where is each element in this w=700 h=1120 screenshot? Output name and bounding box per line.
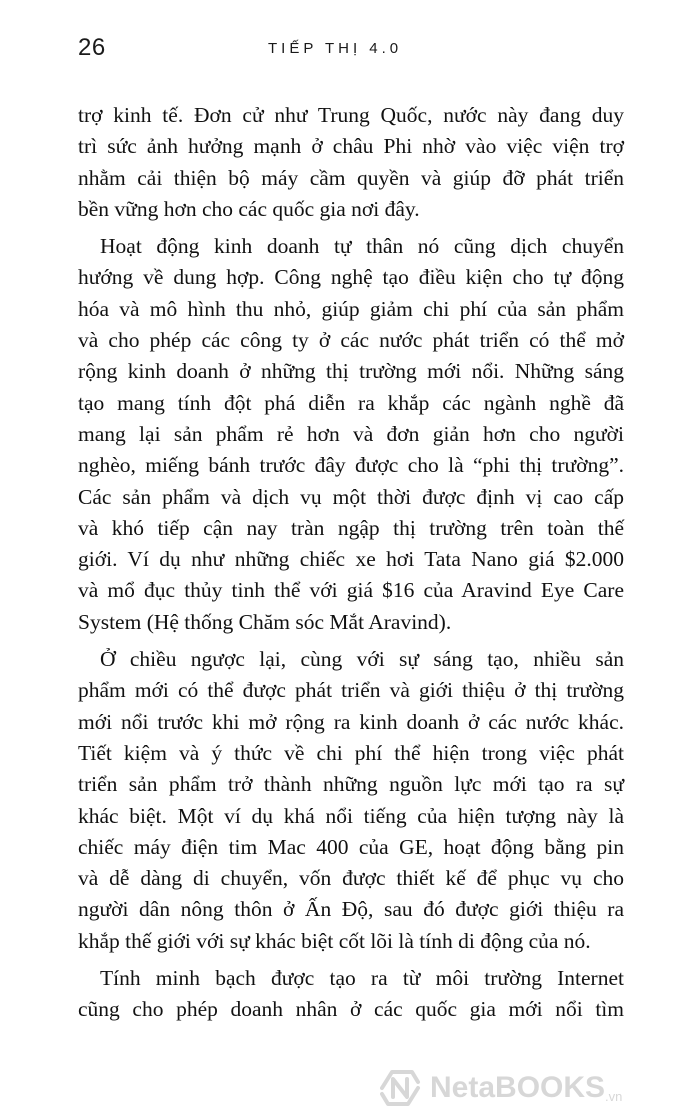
text-line: Ở chiều ngược lại, cùng với sự sáng tạo, nhiều sản [100, 647, 624, 672]
paragraph [78, 100, 624, 225]
running-head: TIẾP THỊ 4.0 [268, 40, 403, 57]
neta-logo-icon [378, 1068, 422, 1108]
text-line: mang lại sản phẩm rẻ hơn và đơn giản hơn cho người [78, 421, 624, 446]
text-line: trợ kinh tế. Đơn cử như Trung Quốc, nước này đang duy [78, 103, 624, 127]
text-line: mới nổi trước khi mở rộng ra kinh doanh ở các nước khác. [78, 709, 624, 734]
text-line: chiếc máy điện tim Mac 400 của GE, hoạt động bằng pin [78, 834, 624, 859]
watermark-brand: NetaBOOKS [430, 1071, 606, 1104]
text-line: triển sản phẩm trở thành những nguồn lực mới tạo ra sự [78, 772, 624, 797]
text-line: hóa và mô hình thu nhỏ, giúp giảm chi phí của sản phẩm [78, 296, 624, 321]
text-line: hướng về dung hợp. Công nghệ tạo điều kiện cho tự động [78, 265, 624, 290]
text-line: phẩm mới có thể được phát triển và giới thiệu ở thị trường [78, 678, 624, 703]
text-line: và dễ dàng di chuyển, vốn được thiết kế để phục vụ cho [78, 866, 624, 891]
text-line: rộng kinh doanh ở những thị trường mới nổi. Những sáng [78, 359, 624, 384]
paragraph [78, 644, 624, 957]
paragraph [78, 963, 624, 1026]
text-line: người dân nông thôn ở Ấn Độ, sau đó được giới thiệu ra [78, 897, 624, 922]
text-line: và khó tiếp cận nay tràn ngập thị trường trên toàn thế [78, 515, 624, 540]
page-number: 26 [78, 34, 106, 61]
watermark [378, 1064, 622, 1112]
text-line: bền vững hơn cho các quốc gia nơi đây. [78, 196, 420, 221]
body-text [78, 100, 624, 1032]
text-line: và cho phép các công ty ở các nước phát triển có thể mở [78, 328, 624, 353]
text-line: khác biệt. Một ví dụ khá nổi tiếng của hiện tượng này là [78, 803, 624, 828]
text-line: Các sản phẩm và dịch vụ một thời được định vị cao cấp [78, 484, 624, 509]
text-line: tạo mang tính đột phá diễn ra khắp các ngành nghề đã [78, 390, 624, 415]
text-line: khắp thế giới với sự khác biệt cốt lõi là tính di động của nó. [78, 928, 591, 953]
text-line: giới. Ví dụ như những chiếc xe hơi Tata Nano giá $2.000 [78, 547, 624, 572]
text-line: Tiết kiệm và ý thức về chi phí thể hiện trong việc phát [78, 740, 624, 765]
text-line: trì sức ảnh hưởng mạnh ở châu Phi nhờ vào việc viện trợ [78, 134, 624, 159]
text-line: System (Hệ thống Chăm sóc Mắt Aravind). [78, 609, 452, 634]
paragraph [78, 231, 624, 638]
text-line: nghèo, miếng bánh trước đây được cho là “phi thị trường”. [78, 453, 624, 478]
text-line: nhằm cải thiện bộ máy cầm quyền và giúp đỡ phát triển [78, 165, 624, 190]
text-line: và mổ đục thủy tinh thể với giá $16 của Aravind Eye Care [78, 578, 624, 603]
text-line: Tính minh bạch được tạo ra từ môi trường Internet [100, 966, 624, 991]
watermark-suffix: .vn [605, 1089, 623, 1104]
text-line: Hoạt động kinh doanh tự thân nó cũng dịch chuyển [100, 234, 624, 259]
text-line: cũng cho phép doanh nhân ở các quốc gia mới nổi tìm [78, 997, 624, 1022]
